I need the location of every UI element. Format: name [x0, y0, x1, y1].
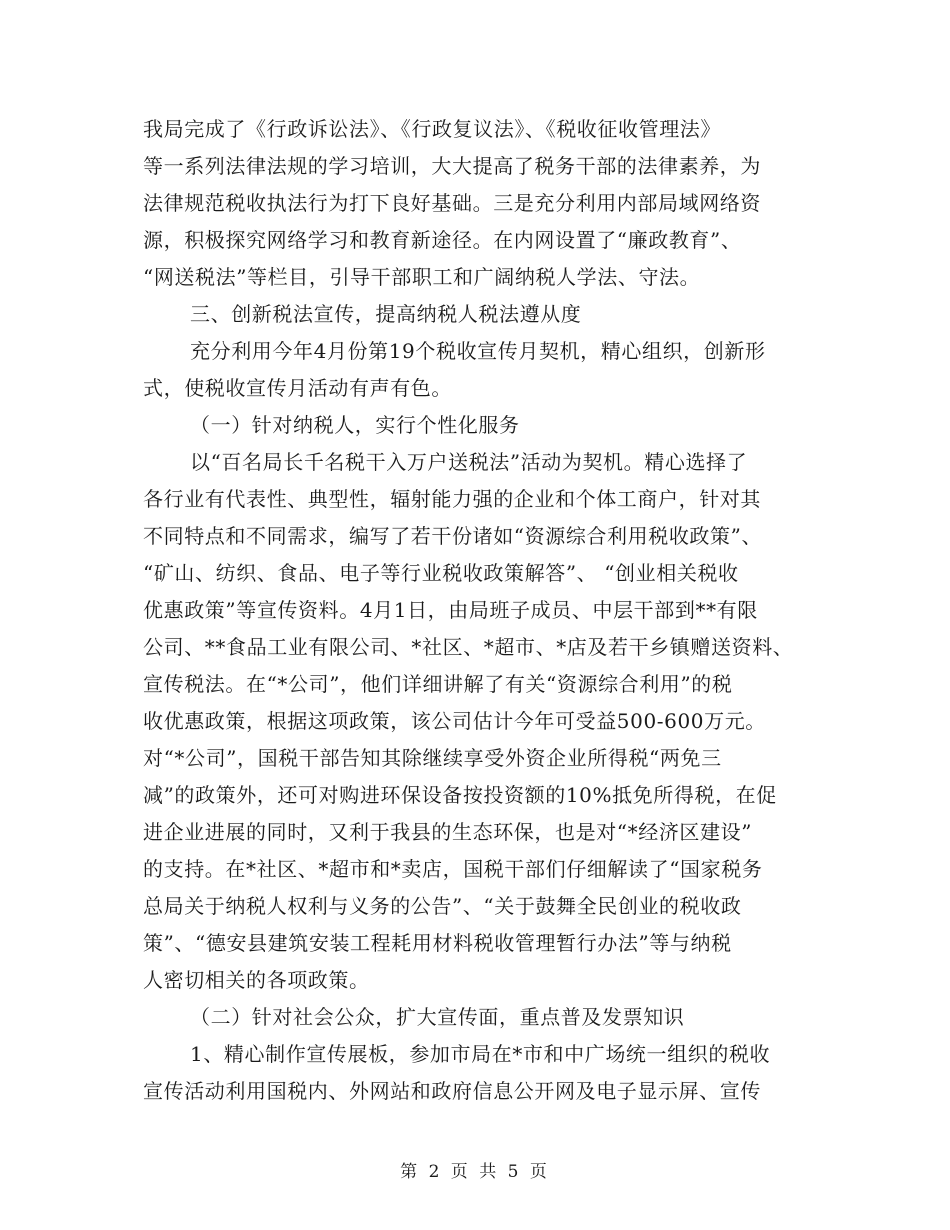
- body-line: 不同特点和不同需求，编写了若干份诸如“资源综合利用税收政策”、: [143, 524, 763, 548]
- body-line: “网送税法”等栏目，引导干部职工和广阔纳税人学法、守法。: [143, 265, 701, 289]
- body-line: 减”的政策外，还可对购进环保设备按投资额的10%抵免所得税，在促: [143, 783, 777, 807]
- body-line: 收优惠政策，根据这项政策，该公司估计今年可受益500-600万元。: [143, 709, 766, 733]
- body-line: 公司、**食品工业有限公司、*社区、*超市、*店及若干乡镇赠送资料、: [143, 635, 794, 659]
- body-line: 的支持。在*社区、*超市和*卖店，国税干部们仔细解读了“国家税务: [143, 857, 763, 881]
- body-line: 总局关于纳税人权利与义务的公告”、“关于鼓舞全民创业的税收政: [143, 894, 742, 918]
- body-line: 人密切相关的各项政策。: [143, 968, 370, 992]
- body-line: 式，使税收宣传月活动有声有色。: [143, 376, 452, 400]
- body-line: 我局完成了《行政诉讼法》、《行政复议法》、《税收征收管理法》: [143, 117, 721, 141]
- body-line: 策”、“德安县建筑安装工程耗用材料税收管理暂行办法”等与纳税: [143, 931, 732, 955]
- body-line: 优惠政策”等宣传资料。4月1日，由局班子成员、中层干部到**有限: [143, 598, 758, 622]
- body-line: 宣传活动利用国税内、外网站和政府信息公开网及电子显示屏、宣传: [143, 1079, 761, 1103]
- body-line: 以“百名局长千名税干入万户送税法”活动为契机。精心选择了: [190, 450, 748, 474]
- body-line: 法律规范税收执法行为打下良好基础。三是充分利用内部局域网络资: [143, 191, 761, 215]
- page-number-footer: 第 2 页 共 5 页: [400, 1162, 550, 1182]
- body-line: 充分利用今年4月份第19个税收宣传月契机，精心组织，创新形: [190, 339, 766, 363]
- body-line: 源，积极探究网络学习和教育新途径。在内网设置了“廉政教育”、: [143, 228, 742, 252]
- subsection-heading: （一）针对纳税人，实行个性化服务: [190, 413, 520, 437]
- body-line: 宣传税法。在“*公司”，他们详细讲解了有关“资源综合利用”的税: [143, 672, 733, 696]
- body-line: “矿山、纺织、食品、电子等行业税收政策解答”、 “创业相关税收: [143, 561, 739, 585]
- body-line: 等一系列法律法规的学习培训，大大提高了税务干部的法律素养，为: [143, 154, 761, 178]
- subsection-heading: （二）针对社会公众，扩大宣传面，重点普及发票知识: [190, 1005, 685, 1029]
- section-heading: 三、创新税法宣传，提高纳税人税法遵从度: [190, 302, 582, 326]
- body-line: 对“*公司”，国税干部告知其除继续享受外资企业所得税“两免三: [143, 746, 722, 770]
- body-line: 各行业有代表性、典型性，辐射能力强的企业和个体工商户，针对其: [143, 487, 761, 511]
- body-line: 1、精心制作宣传展板，参加市局在*市和中广场统一组织的税收: [190, 1042, 771, 1066]
- body-line: 进企业进展的同时，又利于我县的生态环保，也是对“*经济区建设”: [143, 820, 753, 844]
